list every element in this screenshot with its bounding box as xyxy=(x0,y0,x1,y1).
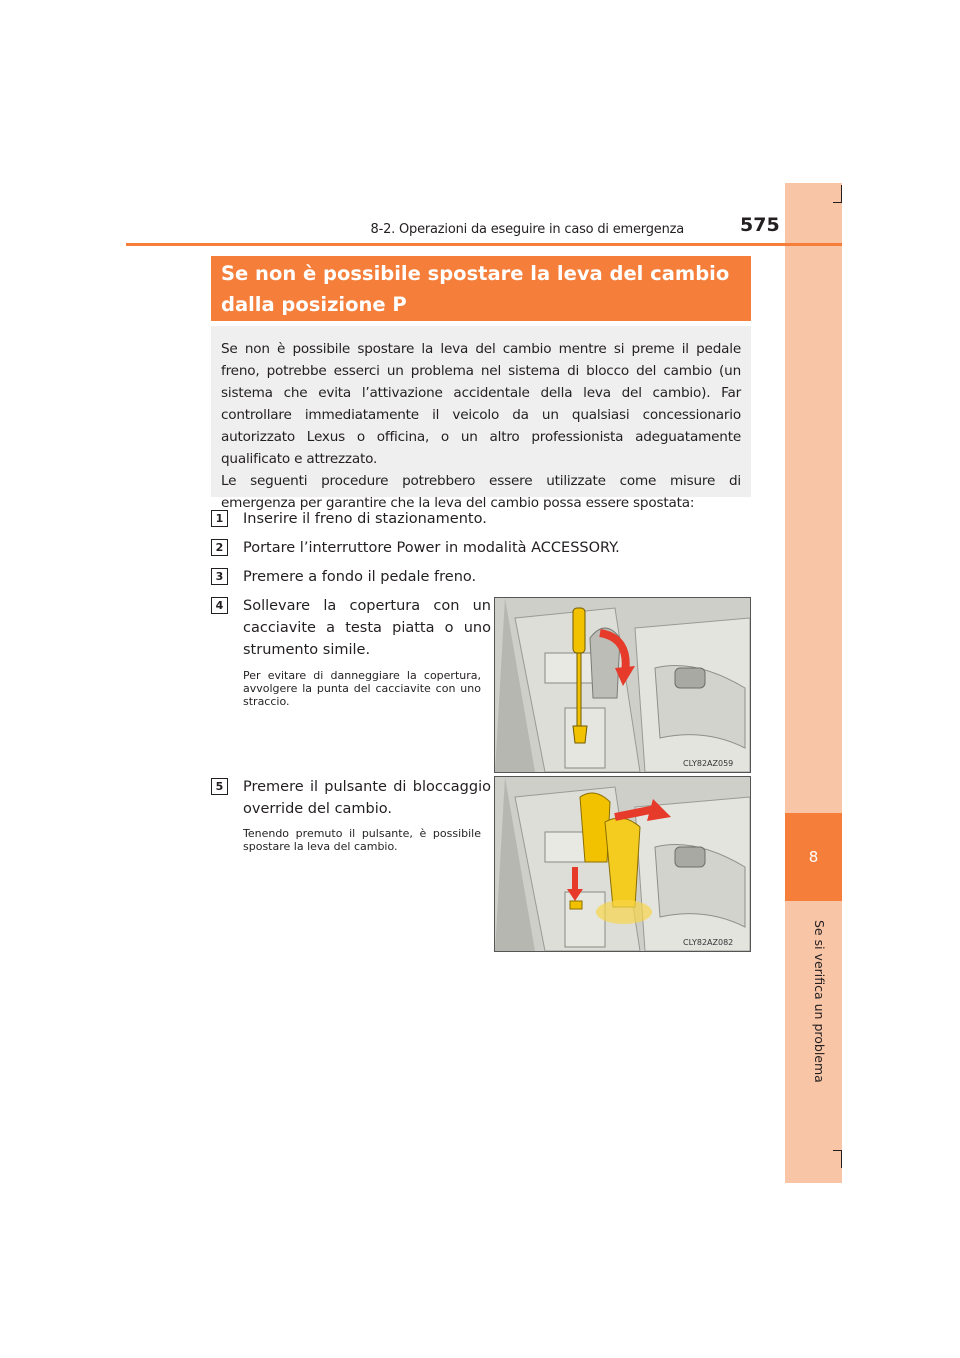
step-note-4: Per evitare di danneggiare la copertura, avvolgere la punta del cacciavite con uno straccio. xyxy=(243,669,481,708)
shift-lever-console-drawing xyxy=(495,777,750,951)
illustration-code-2: CLY82AZ082 xyxy=(683,938,734,947)
step-text-5: Premere il pulsante di bloccaggio override del cambio. xyxy=(243,779,491,817)
step-text-2: Portare l’interruttore Power in modalità ACCESSORY. xyxy=(243,540,620,556)
step-text-3: Premere a fondo il pedale freno. xyxy=(243,569,477,585)
step-number-1: 1 xyxy=(211,510,228,527)
chapter-title: Se si verifica un problema xyxy=(812,920,827,1083)
step-number-5: 5 xyxy=(211,778,228,795)
step-text-1: Inserire il freno di stazionamento. xyxy=(243,511,487,527)
intro-paragraph-1: Se non è possibile spostare la leva del cambio mentre si preme il pedale freno, potrebbe esserci un problema nel sistema di blocco del cambio (un sistema che evita l’attivazione accidentale della leva del cambio). Far controllare immediatamente il veicolo da un qualsiasi concessionario autorizzato Lexus o officina, o un altro professionista adeguatamente qualificato e attrezzato. xyxy=(221,341,741,467)
step-text-4: Sollevare la copertura con un cacciavite a testa piatta o uno strumento simile. xyxy=(243,598,491,658)
step-number-4: 4 xyxy=(211,597,228,614)
section-title: Se non è possibile spostare la leva del cambio dalla posizione P xyxy=(211,256,751,321)
illustration-code-1: CLY82AZ059 xyxy=(683,759,734,768)
illustration-shift-lever xyxy=(494,776,751,952)
crop-mark-top-tick xyxy=(833,202,842,203)
step-note-5: Tenendo premuto il pulsante, è possibile spostare la leva del cambio. xyxy=(243,827,481,853)
intro-paragraph-2: Le seguenti procedure potrebbero essere utilizzate come misure di emergenza per garantire che la leva del cambio possa essere spostata: xyxy=(221,473,741,511)
screwdriver-console-drawing xyxy=(495,598,750,772)
step-number-2: 2 xyxy=(211,539,228,556)
section-header: 8-2. Operazioni da eseguire in caso di emergenza xyxy=(370,222,684,237)
crop-mark-bottom-tick xyxy=(833,1150,842,1151)
illustration-screwdriver xyxy=(494,597,751,773)
chapter-number: 8 xyxy=(785,813,842,901)
step-number-3: 3 xyxy=(211,568,228,585)
crop-mark-bottom xyxy=(841,1150,842,1168)
crop-mark-top xyxy=(841,185,842,203)
header-rule xyxy=(126,243,842,246)
page-number: 575 xyxy=(740,214,780,236)
intro-box xyxy=(211,326,751,511)
